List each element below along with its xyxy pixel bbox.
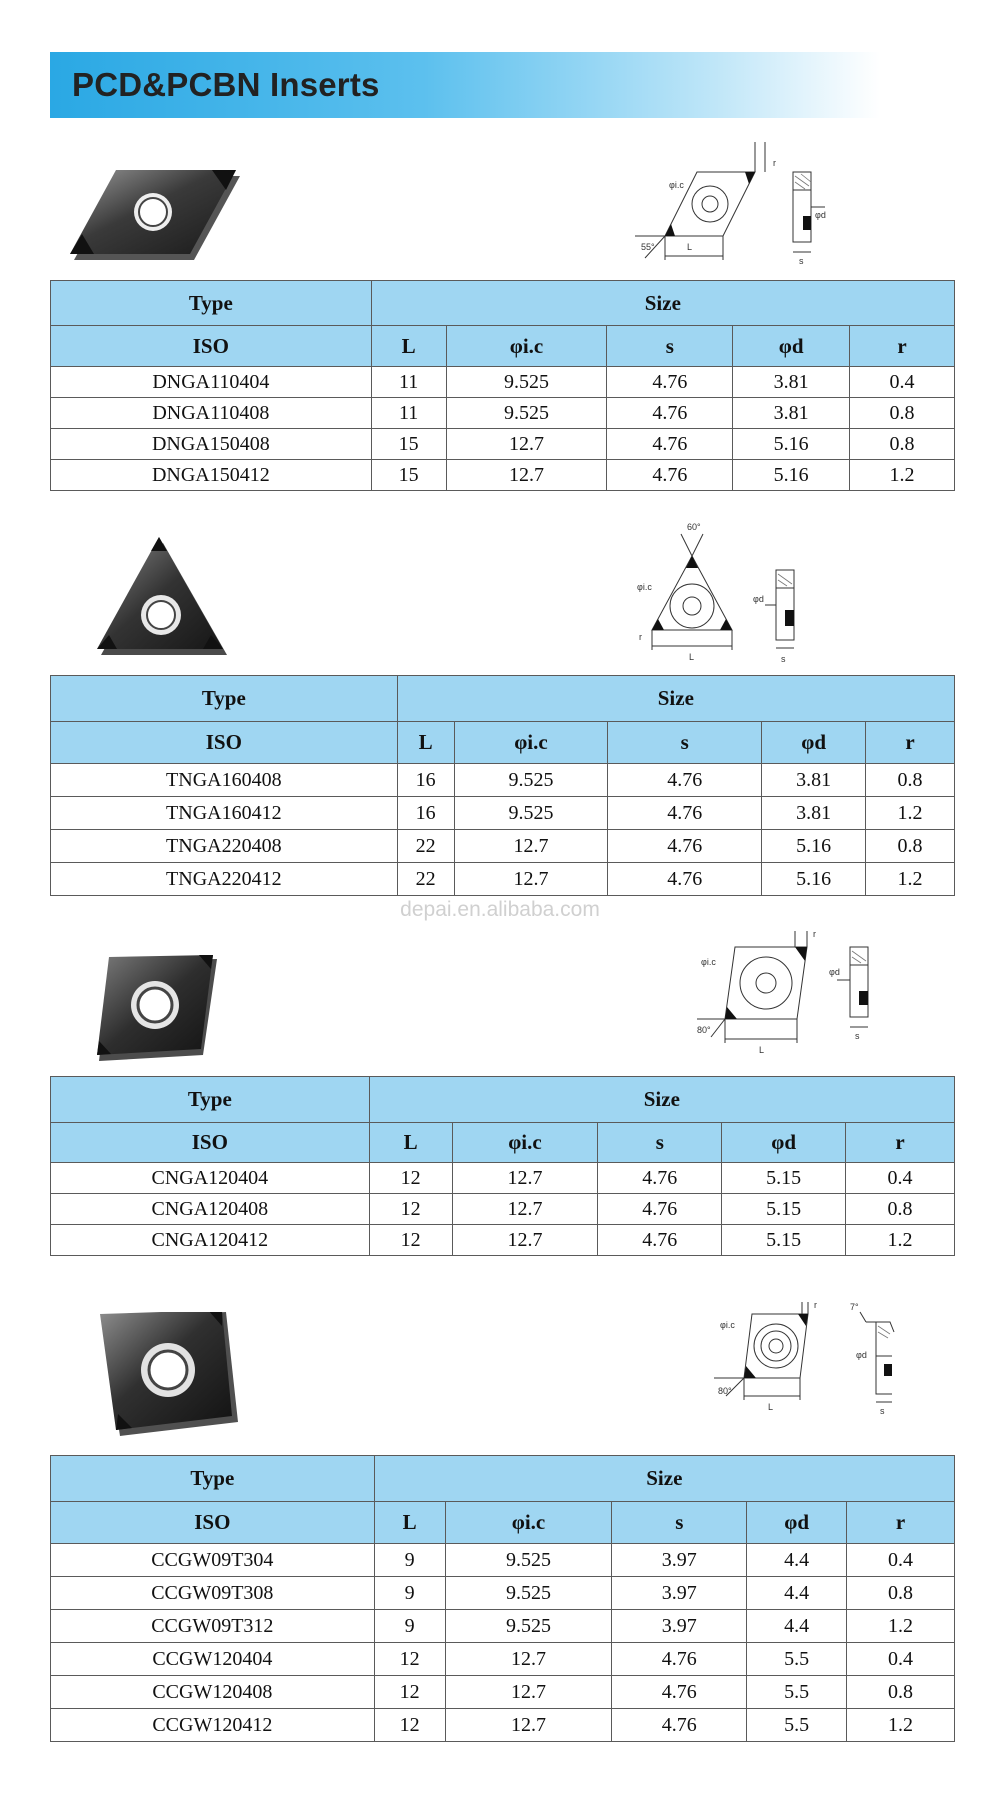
s-cell: 3.97 [612, 1610, 747, 1643]
table-row [51, 1544, 955, 1577]
table-row [51, 1709, 955, 1742]
ic-header: φi.c [452, 1123, 598, 1163]
type-header: Type [51, 1077, 370, 1123]
iso-header: ISO [51, 1123, 370, 1163]
tnga-spec-table [50, 675, 955, 896]
d-cell: 5.5 [747, 1709, 847, 1742]
iso-cell: TNGA220412 [51, 863, 398, 896]
l-cell: 15 [371, 460, 446, 491]
table-row [51, 429, 955, 460]
s-header: s [598, 1123, 722, 1163]
s-cell: 4.76 [608, 764, 762, 797]
ic-cell: 12.7 [454, 863, 608, 896]
cnga-label-ic: φi.c [701, 957, 716, 967]
ccgw-label-ic: φi.c [720, 1320, 735, 1330]
s-cell: 4.76 [607, 460, 733, 491]
ic-cell: 12.7 [445, 1676, 612, 1709]
ic-header: φi.c [446, 326, 607, 367]
s-cell: 4.76 [607, 398, 733, 429]
r-cell: 1.2 [866, 863, 955, 896]
r-cell: 0.8 [850, 398, 955, 429]
ccgw-label-angle: 80° [718, 1386, 732, 1396]
cnga-label-L: L [759, 1045, 765, 1055]
iso-cell: CCGW120404 [51, 1643, 375, 1676]
iso-cell: CCGW09T304 [51, 1544, 375, 1577]
tnga-label-ic: φi.c [637, 582, 652, 592]
size-header: Size [397, 676, 954, 722]
ic-cell: 12.7 [445, 1643, 612, 1676]
ic-cell: 9.525 [445, 1544, 612, 1577]
ic-cell: 9.525 [454, 764, 608, 797]
dnga-label-s: s [799, 256, 804, 266]
s-cell: 4.76 [607, 367, 733, 398]
l-cell: 16 [397, 797, 454, 830]
tnga-label-d: φd [753, 594, 764, 604]
ccgw-technical-drawing [670, 1298, 930, 1418]
iso-header: ISO [51, 722, 398, 764]
l-header: L [374, 1502, 445, 1544]
ccgw-label-d: φd [856, 1350, 867, 1360]
d-cell: 5.16 [733, 460, 850, 491]
table-row [51, 460, 955, 491]
d-header: φd [762, 722, 866, 764]
l-cell: 12 [369, 1194, 452, 1225]
l-cell: 12 [369, 1225, 452, 1256]
r-cell: 1.2 [866, 797, 955, 830]
r-cell: 0.4 [846, 1163, 955, 1194]
r-cell: 0.4 [850, 367, 955, 398]
table-row [51, 830, 955, 863]
r-header: r [846, 1123, 955, 1163]
cnga-spec-table [50, 1076, 955, 1256]
cnga-label-angle: 80° [697, 1025, 711, 1035]
s-cell: 3.97 [612, 1577, 747, 1610]
iso-cell: CNGA120412 [51, 1225, 370, 1256]
r-cell: 0.4 [847, 1544, 955, 1577]
ic-cell: 9.525 [446, 367, 607, 398]
l-cell: 11 [371, 398, 446, 429]
s-header: s [612, 1502, 747, 1544]
table-row [51, 863, 955, 896]
s-cell: 4.76 [598, 1225, 722, 1256]
table-row [51, 797, 955, 830]
d-header: φd [722, 1123, 846, 1163]
ic-header: φi.c [454, 722, 608, 764]
l-cell: 22 [397, 863, 454, 896]
ccgw-insert-photo [98, 1312, 248, 1442]
r-header: r [866, 722, 955, 764]
s-cell: 4.76 [608, 830, 762, 863]
d-cell: 4.4 [747, 1577, 847, 1610]
iso-cell: DNGA150408 [51, 429, 372, 460]
d-cell: 3.81 [733, 398, 850, 429]
l-cell: 12 [374, 1643, 445, 1676]
table-row [51, 1577, 955, 1610]
iso-cell: CNGA120404 [51, 1163, 370, 1194]
d-cell: 5.15 [722, 1194, 846, 1225]
tnga-technical-drawing [635, 520, 875, 665]
size-header: Size [371, 281, 954, 326]
dnga-insert-photo [62, 160, 247, 270]
table-row [51, 1676, 955, 1709]
l-cell: 16 [397, 764, 454, 797]
tnga-label-s: s [781, 654, 786, 664]
ic-cell: 12.7 [445, 1709, 612, 1742]
l-cell: 12 [374, 1676, 445, 1709]
dnga-label-r: r [773, 158, 776, 168]
d-cell: 5.5 [747, 1643, 847, 1676]
d-cell: 4.4 [747, 1610, 847, 1643]
dnga-spec-table [50, 280, 955, 491]
r-header: r [850, 326, 955, 367]
ic-cell: 12.7 [452, 1225, 598, 1256]
s-cell: 4.76 [612, 1643, 747, 1676]
ccgw-spec-table [50, 1455, 955, 1742]
ccgw-label-s: s [880, 1406, 885, 1416]
d-cell: 3.81 [762, 764, 866, 797]
table-row [51, 1163, 955, 1194]
l-cell: 11 [371, 367, 446, 398]
ic-cell: 12.7 [446, 429, 607, 460]
type-header: Type [51, 676, 398, 722]
d-cell: 5.16 [762, 830, 866, 863]
d-header: φd [747, 1502, 847, 1544]
ic-cell: 12.7 [446, 460, 607, 491]
ic-cell: 12.7 [452, 1194, 598, 1225]
d-cell: 5.15 [722, 1225, 846, 1256]
d-cell: 3.81 [733, 367, 850, 398]
page-title: PCD&PCBN Inserts [72, 66, 380, 103]
l-header: L [397, 722, 454, 764]
ccgw-label-L: L [768, 1402, 774, 1412]
d-cell: 5.5 [747, 1676, 847, 1709]
watermark: depai.en.alibaba.com [400, 898, 600, 921]
dnga-label-L: L [687, 242, 693, 252]
iso-cell: CCGW120408 [51, 1676, 375, 1709]
tnga-label-angle: 60° [687, 522, 701, 532]
ic-cell: 9.525 [445, 1577, 612, 1610]
iso-cell: CCGW09T312 [51, 1610, 375, 1643]
tnga-insert-photo [95, 535, 255, 665]
r-cell: 1.2 [850, 460, 955, 491]
iso-cell: TNGA220408 [51, 830, 398, 863]
l-cell: 9 [374, 1544, 445, 1577]
d-cell: 5.15 [722, 1163, 846, 1194]
iso-cell: CCGW120412 [51, 1709, 375, 1742]
ic-cell: 9.525 [446, 398, 607, 429]
table-row [51, 367, 955, 398]
r-cell: 0.8 [866, 764, 955, 797]
dnga-label-ic: φi.c [669, 180, 684, 190]
ccgw-label-clearance: 7° [850, 1302, 859, 1312]
r-cell: 0.4 [847, 1643, 955, 1676]
r-cell: 1.2 [847, 1610, 955, 1643]
iso-cell: DNGA150412 [51, 460, 372, 491]
s-cell: 4.76 [612, 1709, 747, 1742]
s-cell: 4.76 [608, 797, 762, 830]
iso-cell: CNGA120408 [51, 1194, 370, 1225]
s-cell: 3.97 [612, 1544, 747, 1577]
tnga-label-L: L [689, 652, 695, 662]
s-cell: 4.76 [608, 863, 762, 896]
r-cell: 0.8 [846, 1194, 955, 1225]
table-row [51, 1225, 955, 1256]
ic-cell: 12.7 [452, 1163, 598, 1194]
ic-cell: 9.525 [445, 1610, 612, 1643]
cnga-label-s: s [855, 1031, 860, 1041]
s-cell: 4.76 [598, 1194, 722, 1225]
r-cell: 1.2 [846, 1225, 955, 1256]
l-cell: 15 [371, 429, 446, 460]
iso-header: ISO [51, 1502, 375, 1544]
table-row [51, 1610, 955, 1643]
table-row [51, 398, 955, 429]
iso-cell: CCGW09T308 [51, 1577, 375, 1610]
d-header: φd [733, 326, 850, 367]
tnga-label-r: r [639, 632, 642, 642]
type-header: Type [51, 281, 372, 326]
dnga-label-angle: 55° [641, 242, 655, 252]
d-cell: 4.4 [747, 1544, 847, 1577]
iso-cell: TNGA160408 [51, 764, 398, 797]
type-header: Type [51, 1456, 375, 1502]
cnga-technical-drawing [695, 925, 925, 1060]
ic-cell: 12.7 [454, 830, 608, 863]
cnga-insert-photo [95, 955, 225, 1075]
r-cell: 0.8 [847, 1676, 955, 1709]
d-cell: 5.16 [733, 429, 850, 460]
dnga-label-d: φd [815, 210, 826, 220]
l-cell: 9 [374, 1610, 445, 1643]
cnga-label-r: r [813, 929, 816, 939]
ccgw-label-r: r [814, 1300, 817, 1310]
s-header: s [608, 722, 762, 764]
dnga-technical-drawing [625, 132, 885, 272]
r-cell: 0.8 [850, 429, 955, 460]
r-cell: 0.8 [866, 830, 955, 863]
iso-cell: DNGA110408 [51, 398, 372, 429]
l-cell: 9 [374, 1577, 445, 1610]
s-cell: 4.76 [612, 1676, 747, 1709]
table-row [51, 764, 955, 797]
table-row [51, 1643, 955, 1676]
d-cell: 5.16 [762, 863, 866, 896]
r-cell: 1.2 [847, 1709, 955, 1742]
iso-cell: TNGA160412 [51, 797, 398, 830]
ic-header: φi.c [445, 1502, 612, 1544]
l-cell: 12 [369, 1163, 452, 1194]
l-header: L [369, 1123, 452, 1163]
ic-cell: 9.525 [454, 797, 608, 830]
cnga-label-d: φd [829, 967, 840, 977]
iso-header: ISO [51, 326, 372, 367]
l-cell: 12 [374, 1709, 445, 1742]
r-header: r [847, 1502, 955, 1544]
title-banner [50, 52, 880, 118]
s-cell: 4.76 [607, 429, 733, 460]
table-row [51, 1194, 955, 1225]
size-header: Size [369, 1077, 954, 1123]
d-cell: 3.81 [762, 797, 866, 830]
size-header: Size [374, 1456, 954, 1502]
iso-cell: DNGA110404 [51, 367, 372, 398]
s-header: s [607, 326, 733, 367]
l-header: L [371, 326, 446, 367]
l-cell: 22 [397, 830, 454, 863]
r-cell: 0.8 [847, 1577, 955, 1610]
s-cell: 4.76 [598, 1163, 722, 1194]
